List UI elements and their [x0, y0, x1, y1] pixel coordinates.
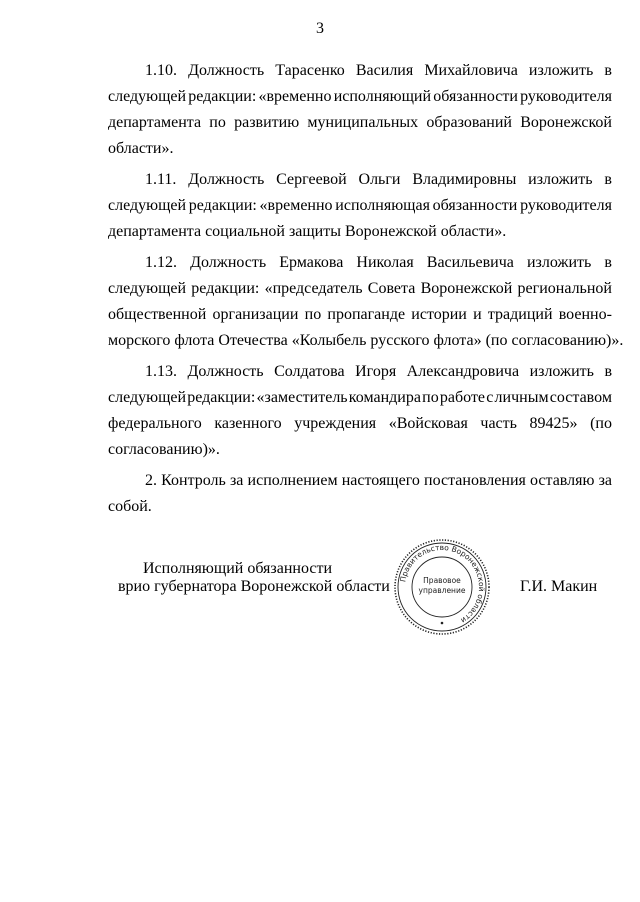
word: по: [209, 114, 226, 131]
paragraph-line: [108, 110, 612, 136]
word: следующей: [108, 280, 187, 297]
paragraph: [108, 468, 612, 520]
paragraph: [108, 359, 612, 463]
word: региональной: [517, 280, 612, 297]
paragraph: [108, 58, 612, 162]
word: образований: [426, 114, 512, 131]
word: военно-: [558, 306, 612, 323]
word: «временно: [259, 197, 333, 214]
word: «заместитель: [256, 389, 348, 406]
paragraph-line: [108, 385, 612, 411]
word: оставляю: [530, 472, 595, 489]
word: Владимировны: [412, 171, 517, 188]
word: 1.10.: [145, 62, 177, 79]
word: 89425»: [529, 415, 578, 432]
word: 1.13.: [145, 363, 177, 380]
paragraph: [108, 167, 612, 245]
signatory-name: Г.И. Макин: [520, 578, 598, 595]
paragraph-line: [108, 359, 612, 385]
word: Александровича: [406, 363, 520, 380]
word: департамента: [108, 114, 202, 131]
word: исполнением: [247, 472, 338, 489]
word: учреждения: [294, 415, 377, 432]
word: «временно: [258, 88, 332, 105]
word: часть: [480, 415, 517, 432]
word: изложить: [528, 171, 593, 188]
word: Должность: [188, 62, 265, 79]
word: Сергеевой: [276, 171, 347, 188]
word: Николая: [356, 254, 414, 271]
word: Должность: [187, 363, 264, 380]
word: редакции:: [187, 389, 256, 406]
word: следующей: [108, 88, 187, 105]
word: Должность: [188, 171, 265, 188]
document-body: [108, 58, 624, 525]
word: пропаганде: [327, 306, 406, 323]
word: 2.: [145, 472, 157, 489]
word: командира: [348, 389, 421, 406]
signature-block: [0, 542, 640, 645]
signatory-title-line-2: врио губернатора Воронежской области: [118, 578, 390, 595]
word: постановления: [424, 472, 526, 489]
paragraph-last-line: собой.: [108, 498, 152, 515]
word: 1.11.: [145, 171, 177, 188]
word: Михайловича: [424, 62, 518, 79]
word: редакции:: [188, 197, 257, 214]
paragraph-line: [108, 58, 612, 84]
word: редакции:: [191, 280, 260, 297]
word: по: [422, 389, 439, 406]
paragraph-line: [108, 193, 612, 219]
word: Контроль: [161, 472, 226, 489]
paragraph-line: [108, 167, 612, 193]
paragraph-last-line: морского флота Отечества «Колыбель русского флота» (по согласованию)».: [108, 332, 624, 349]
word: за: [229, 472, 244, 489]
paragraph-last-line: согласованию)».: [108, 441, 220, 458]
paragraph-last-line: департамента социальной защиты Воронежской области».: [108, 223, 507, 240]
paragraph-line: [108, 250, 612, 276]
stamp-dot: [441, 622, 444, 625]
word: Василия: [355, 62, 414, 79]
official-stamp: [392, 537, 492, 637]
word: Воронежской: [420, 280, 513, 297]
word: Солдатова: [274, 363, 345, 380]
word: в: [604, 254, 612, 271]
word: общественной: [108, 306, 207, 323]
stamp-inner-line-2: управление: [418, 586, 466, 595]
word: «председатель: [264, 280, 363, 297]
word: Тарасенко: [275, 62, 345, 79]
word: настоящего: [341, 472, 420, 489]
word: традиций: [487, 306, 553, 323]
stamp-outer-text: Правительство Воронежской области: [398, 542, 487, 626]
paragraph-line: [108, 411, 612, 437]
signatory-title-line-1: Исполняющий обязанности: [143, 560, 333, 577]
word: личным: [494, 389, 549, 406]
word: руководителя: [520, 197, 612, 214]
word: 1.12.: [145, 254, 177, 271]
word: Ермакова: [279, 254, 344, 271]
word: Ольги: [358, 171, 401, 188]
word: организации: [212, 306, 299, 323]
word: в: [604, 363, 612, 380]
word: следующей: [108, 389, 187, 406]
word: за: [598, 472, 612, 489]
word: с: [486, 389, 494, 406]
word: Воронежской: [520, 114, 612, 131]
word: муниципальных: [307, 114, 419, 131]
paragraph-line: [108, 468, 612, 494]
word: руководителя: [520, 88, 612, 105]
word: в: [604, 171, 612, 188]
word: следующей: [108, 197, 187, 214]
word: составом: [549, 389, 612, 406]
page-number: 3: [316, 20, 324, 37]
word: исполняющая: [335, 197, 430, 214]
word: казенного: [214, 415, 282, 432]
word: обязанности: [432, 197, 518, 214]
stamp-inner-line-1: Правовое: [423, 576, 461, 585]
word: обязанности: [433, 88, 518, 105]
word: работе: [439, 389, 486, 406]
word: Игоря: [355, 363, 397, 380]
word: и: [473, 306, 482, 323]
word: Васильевича: [426, 254, 514, 271]
paragraph: [108, 250, 624, 354]
word: Должность: [190, 254, 267, 271]
word: федерального: [108, 415, 202, 432]
word: «Войсковая: [388, 415, 468, 432]
word: изложить: [526, 254, 592, 271]
paragraph-last-line: области».: [108, 140, 174, 157]
word: изложить: [528, 62, 594, 79]
paragraph-line: [108, 276, 612, 302]
word: изложить: [529, 363, 594, 380]
word: по: [304, 306, 322, 323]
word: истории: [411, 306, 467, 323]
word: Совета: [367, 280, 416, 297]
word: редакции:: [188, 88, 257, 105]
paragraph-line: [108, 302, 612, 328]
word: исполняющий: [333, 88, 432, 105]
word: развитию: [234, 114, 300, 131]
word: в: [604, 62, 612, 79]
word: (по: [590, 415, 612, 432]
paragraph-line: [108, 84, 612, 110]
